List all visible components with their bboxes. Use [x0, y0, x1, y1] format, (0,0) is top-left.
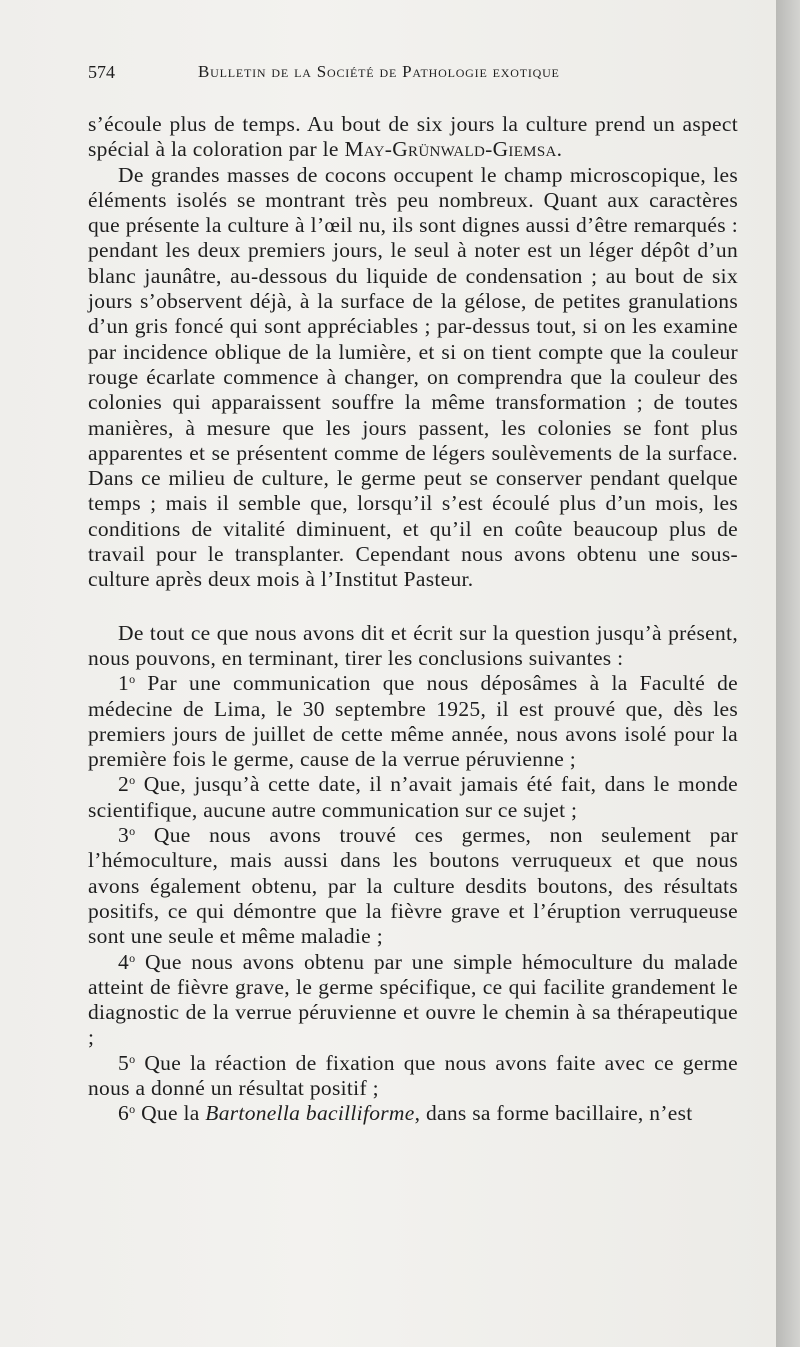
- conclusion-item: 1$^o$ Par une communication que nous déposâmes à la Faculté de médecine de Lima, le 30 septembre 1925, il est prouvé que, dès les premiers jours de juillet de cette même année, nous avons isolé pour la première fois le germe, cause de la verrue péruvienne ;: [88, 671, 738, 772]
- stain-name: May-Grünwald-Giemsa: [344, 137, 557, 162]
- page-edge-shadow: [776, 0, 800, 1347]
- paragraph-conclusions-intro: De tout ce que nous avons dit et écrit sur la question jusqu’à présent, nous pouvons, en terminant, tirer les conclusions suivantes :: [88, 620, 738, 670]
- page-number: 574: [88, 62, 115, 82]
- paragraph-culture-description: De grandes masses de cocons occupent le champ microscopique, les éléments isolés se montrant très peu nombreux. Quant aux caractères que présente la culture à l’œil nu, ils sont dignes aussi d’être remarqués : pendant les deux premiers jours, le seul à noter est un léger dépôt d’un blanc jaunâtre, au-dessous du liquide de condensation ; au bout de six jours s’observent déjà, à la surface de la gélose, de petites granulations d’un gris foncé qui sont appréciables ; par-dessus tout, si on les examine par incidence oblique de la lumière, et si on tient compte que la couleur rouge écarlate commence à changer, on comprendra que la couleur des colonies qui apparaissent souffre la même transformation ; de toutes manières, à mesure que les jours passent, les colonies se font plus apparentes et se présentent comme de légers soulèvements de la surface. Dans ce milieu de culture, le germe peut se conserver pendant quelque temps ; mais il semble que, lorsqu’il s’est écoulé plus d’un mois, les conditions de vitalité diminuent, et qu’il en coûte beaucoup plus de travail pour le transplanter. Cependant nous avons obtenu une sous-culture après deux mois à l’Institut Pasteur.: [88, 162, 738, 592]
- conclusion-item: 4$^o$ Que nous avons obtenu par une simple hémoculture du malade atteint de fièvre grave, le germe spécifique, ce qui facilite grandement le diagnostic de la verrue péruvienne et ouvre le chemin à sa thérapeutique ;: [88, 949, 738, 1050]
- species-name: Bartonella bacilliforme: [205, 1101, 415, 1126]
- running-header: [88, 62, 728, 86]
- conclusion-item: 5$^o$ Que la réaction de fixation que nous avons faite avec ce germe nous a donné un résultat positif ;: [88, 1050, 738, 1100]
- conclusion-item-last: 6$^o$ Que la Bartonella bacilliforme, dans sa forme bacillaire, n’est: [118, 1101, 693, 1126]
- conclusion-item: 3$^o$ Que nous avons trouvé ces germes, non seulement par l’hémoculture, mais aussi dans les boutons verruqueux et que nous avons également obtenu, par la culture desdits boutons, des résultats positifs, ce qui démontre que la fièvre grave et l’éruption verruqueuse sont une seule et même maladie ;: [88, 823, 738, 949]
- paragraph-continued: s’écoule plus de temps. Au bout de six jours la culture prend un aspect spécial à la coloration par le May-Grünwald-Giemsa.: [88, 112, 738, 162]
- body-text: [88, 112, 738, 1127]
- running-title: Bulletin de la Société de Pathologie exotique: [198, 62, 560, 81]
- conclusion-item: 2$^o$ Que, jusqu’à cette date, il n’avait jamais été fait, dans le monde scientifique, aucune autre communication sur ce sujet ;: [88, 772, 738, 822]
